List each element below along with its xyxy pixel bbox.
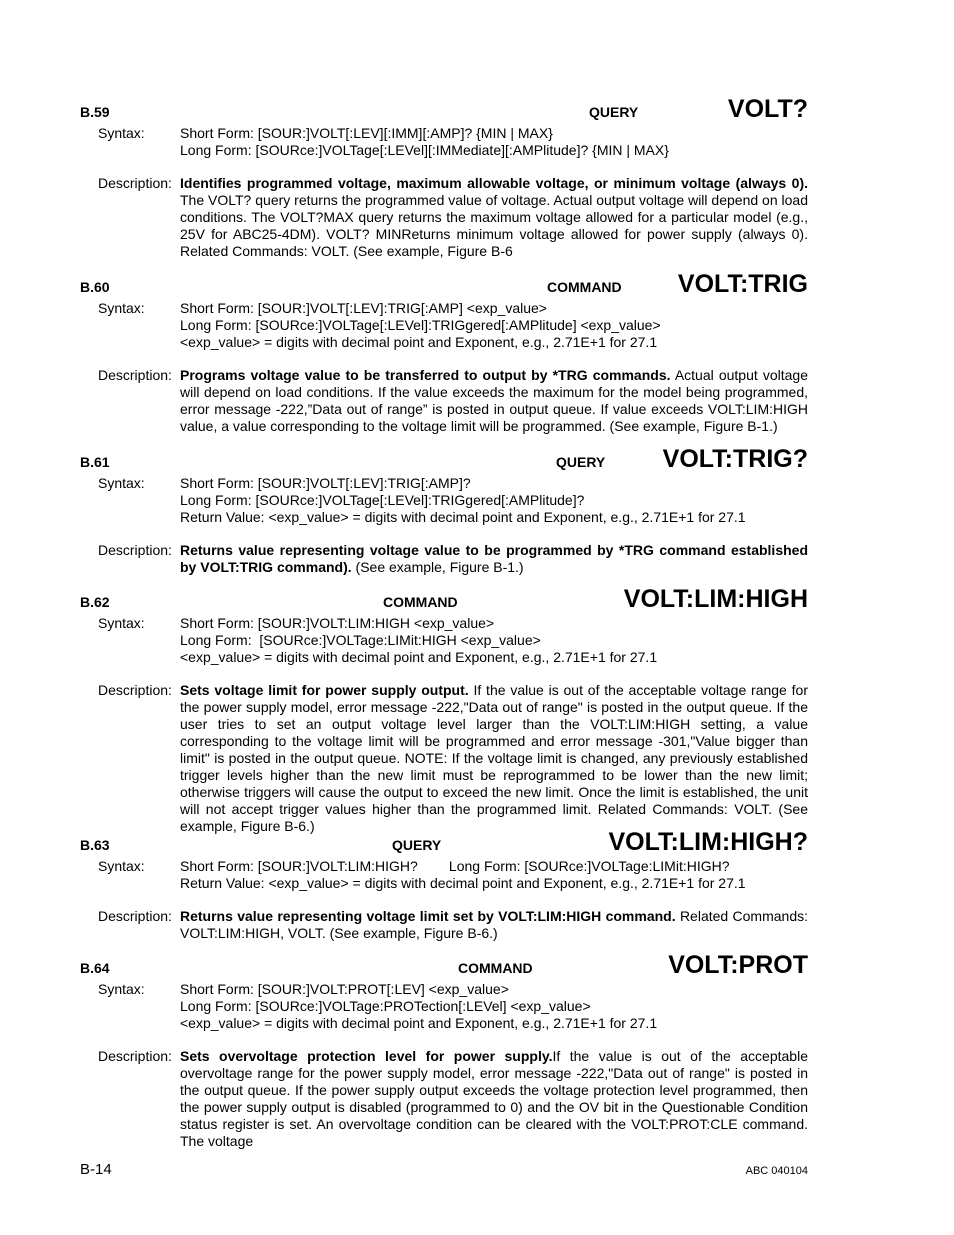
- entry-b64: [80, 946, 808, 1150]
- entry-number: B.59: [80, 104, 110, 120]
- description-text: Actual output voltage will depend on load conditions. If the value exceeds the maximum for the model being programmed, error message -222,”Data out of range” is posted in output queue. If value exceeds VOLT:LIM:HIGH value, a value corresponding to the voltage limit will be programmed. (See example, Figure B-1.): [180, 367, 808, 434]
- entry-kind: COMMAND: [458, 960, 533, 976]
- syntax-line: Return Value: <exp_value> = digits with decimal point and Exponent, e.g., 2.71E+1 for 27.1: [180, 509, 746, 525]
- syntax-label: Syntax:: [98, 981, 145, 997]
- description-label: Description:: [98, 367, 172, 383]
- syntax-line: Long Form: [SOURce:]VOLTage:LIMit:HIGH <exp_value>: [180, 632, 541, 648]
- entry-b60: [80, 265, 808, 435]
- description-bold: Identifies programmed voltage, maximum allowable voltage, or minimum voltage (always 0).: [180, 175, 808, 191]
- syntax-line: Short Form: [SOUR:]VOLT:LIM:HIGH? Long Form: [SOURce:]VOLTage:LIMit:HIGH?: [180, 858, 730, 874]
- entry-b62: [80, 580, 808, 835]
- entry-header: [80, 580, 808, 613]
- syntax-line: Long Form: [SOURce:]VOLTage[:LEVel]:TRIGgered[:AMPlitude] <exp_value>: [180, 317, 661, 333]
- description-label: Description:: [98, 908, 172, 924]
- description-block: [80, 682, 808, 835]
- document-code: ABC 040104: [745, 1165, 808, 1177]
- syntax-line: <exp_value> = digits with decimal point and Exponent, e.g., 2.71E+1 for 27.1: [180, 649, 658, 665]
- entry-b63: [80, 823, 808, 942]
- description-block: [80, 175, 808, 260]
- syntax-line: Short Form: [SOUR:]VOLT[:LEV][:IMM][:AMP]? {MIN | MAX}: [180, 125, 553, 141]
- syntax-label: Syntax:: [98, 858, 145, 874]
- entry-number: B.64: [80, 960, 110, 976]
- description-text: Related Commands: VOLT:LIM:HIGH, VOLT. (See example, Figure B-6.): [180, 908, 808, 941]
- entry-header: [80, 823, 808, 856]
- description-text: If the value is out of the acceptable overvoltage range for the power supply model, error message -222,"Data out of range" is posted in the output queue. If the power supply output exceeds the voltage protection level programmed, then the power supply output is disabled (programmed to 0) and the OV bit in the Questionable Condition status register is set. An overvoltage condition can be cleared with the VOLT:PROT:CLE command. The voltage: [180, 1048, 808, 1149]
- entry-number: B.60: [80, 279, 110, 295]
- entry-number: B.63: [80, 837, 110, 853]
- syntax-line: Long Form: [SOURce:]VOLTage:PROTection[:LEVel] <exp_value>: [180, 998, 591, 1014]
- entry-kind: QUERY: [556, 454, 606, 470]
- entry-kind: COMMAND: [547, 279, 622, 295]
- description-block: [80, 542, 808, 576]
- entry-b61: [80, 440, 808, 576]
- syntax-block: [80, 125, 808, 159]
- syntax-block: [80, 300, 808, 351]
- description-bold: Sets overvoltage protection level for power supply.: [180, 1048, 553, 1064]
- description-bold: Sets voltage limit for power supply output.: [180, 682, 469, 698]
- description-bold: Returns value representing voltage value to be programmed by *TRG command established by VOLT:TRIG command).: [180, 542, 808, 575]
- entry-kind: QUERY: [589, 104, 639, 120]
- entry-header: [80, 946, 808, 979]
- command-name: VOLT?: [727, 95, 808, 123]
- description-block: [80, 908, 808, 942]
- syntax-line: Long Form: [SOURce:]VOLTage[:LEVel]:TRIGgered[:AMPlitude]?: [180, 492, 585, 508]
- syntax-block: [80, 858, 808, 892]
- entry-kind: COMMAND: [383, 594, 458, 610]
- entry-b59: [80, 90, 808, 260]
- syntax-label: Syntax:: [98, 615, 145, 631]
- entry-header: [80, 440, 808, 473]
- command-name: VOLT:LIM:HIGH: [623, 585, 808, 613]
- description-label: Description:: [98, 542, 172, 558]
- entry-number: B.61: [80, 454, 110, 470]
- syntax-label: Syntax:: [98, 300, 145, 316]
- syntax-line: Return Value: <exp_value> = digits with decimal point and Exponent, e.g., 2.71E+1 for 27.1: [180, 875, 746, 891]
- description-text: The VOLT? query returns the programmed value of voltage. Actual output voltage will depend on load conditions. The VOLT?MAX query returns the maximum voltage allowed for a particular model (e.g., 25V for ABC25-4DM). VOLT? MINReturns minimum voltage allowed for power supply (always 0). Related Commands: VOLT. (See example, Figure B-6: [180, 192, 808, 259]
- syntax-line: <exp_value> = digits with decimal point and Exponent, e.g., 2.71E+1 for 27.1: [180, 334, 658, 350]
- syntax-line: Short Form: [SOUR:]VOLT[:LEV]:TRIG[:AMP] <exp_value>: [180, 300, 547, 316]
- syntax-line: Long Form: [SOURce:]VOLTage[:LEVel][:IMMediate][:AMPlitude]? {MIN | MAX}: [180, 142, 669, 158]
- command-name: VOLT:TRIG: [677, 270, 808, 298]
- description-label: Description:: [98, 682, 172, 698]
- syntax-line: Short Form: [SOUR:]VOLT:LIM:HIGH <exp_value>: [180, 615, 495, 631]
- entry-header: [80, 90, 808, 123]
- syntax-block: [80, 981, 808, 1032]
- syntax-line: <exp_value> = digits with decimal point and Exponent, e.g., 2.71E+1 for 27.1: [180, 1015, 658, 1031]
- description-block: [80, 1048, 808, 1150]
- description-bold: Programs voltage value to be transferred to output by *TRG commands.: [180, 367, 671, 383]
- description-label: Description:: [98, 175, 172, 191]
- syntax-block: [80, 475, 808, 526]
- page-number: B-14: [80, 1161, 112, 1178]
- description-bold: Returns value representing voltage limit set by VOLT:LIM:HIGH command.: [180, 908, 676, 924]
- entry-number: B.62: [80, 594, 110, 610]
- syntax-block: [80, 615, 808, 666]
- syntax-line: Short Form: [SOUR:]VOLT[:LEV]:TRIG[:AMP]?: [180, 475, 471, 491]
- description-label: Description:: [98, 1048, 172, 1064]
- description-text: If the value is out of the acceptable voltage range for the power supply model, error message -222,"Data out of range" is posted in the output queue. If the user tries to set an output voltage level larger than the VOLT:LIM:HIGH setting, a value corresponding to the voltage limit will be programmed and error message -301,"Value bigger than limit" is posted in the output queue. NOTE: If the voltage limit is changed, any previously established trigger levels higher than the new limit must be reprogrammed to be lower than the new limit; otherwise triggers will cause the output to exceed the new limit. Once the limit is established, the unit will not accept trigger values higher than the programmed limit. Related Commands: VOLT. (See example, Figure B-6.): [180, 682, 808, 834]
- command-name: VOLT:TRIG?: [662, 445, 808, 473]
- description-block: [80, 367, 808, 435]
- syntax-line: Short Form: [SOUR:]VOLT:PROT[:LEV] <exp_value>: [180, 981, 509, 997]
- command-name: VOLT:PROT: [668, 951, 808, 979]
- syntax-label: Syntax:: [98, 475, 145, 491]
- description-text: (See example, Figure B-1.): [351, 559, 524, 575]
- syntax-label: Syntax:: [98, 125, 145, 141]
- entry-kind: QUERY: [392, 837, 442, 853]
- command-name: VOLT:LIM:HIGH?: [608, 828, 808, 856]
- entry-header: [80, 265, 808, 298]
